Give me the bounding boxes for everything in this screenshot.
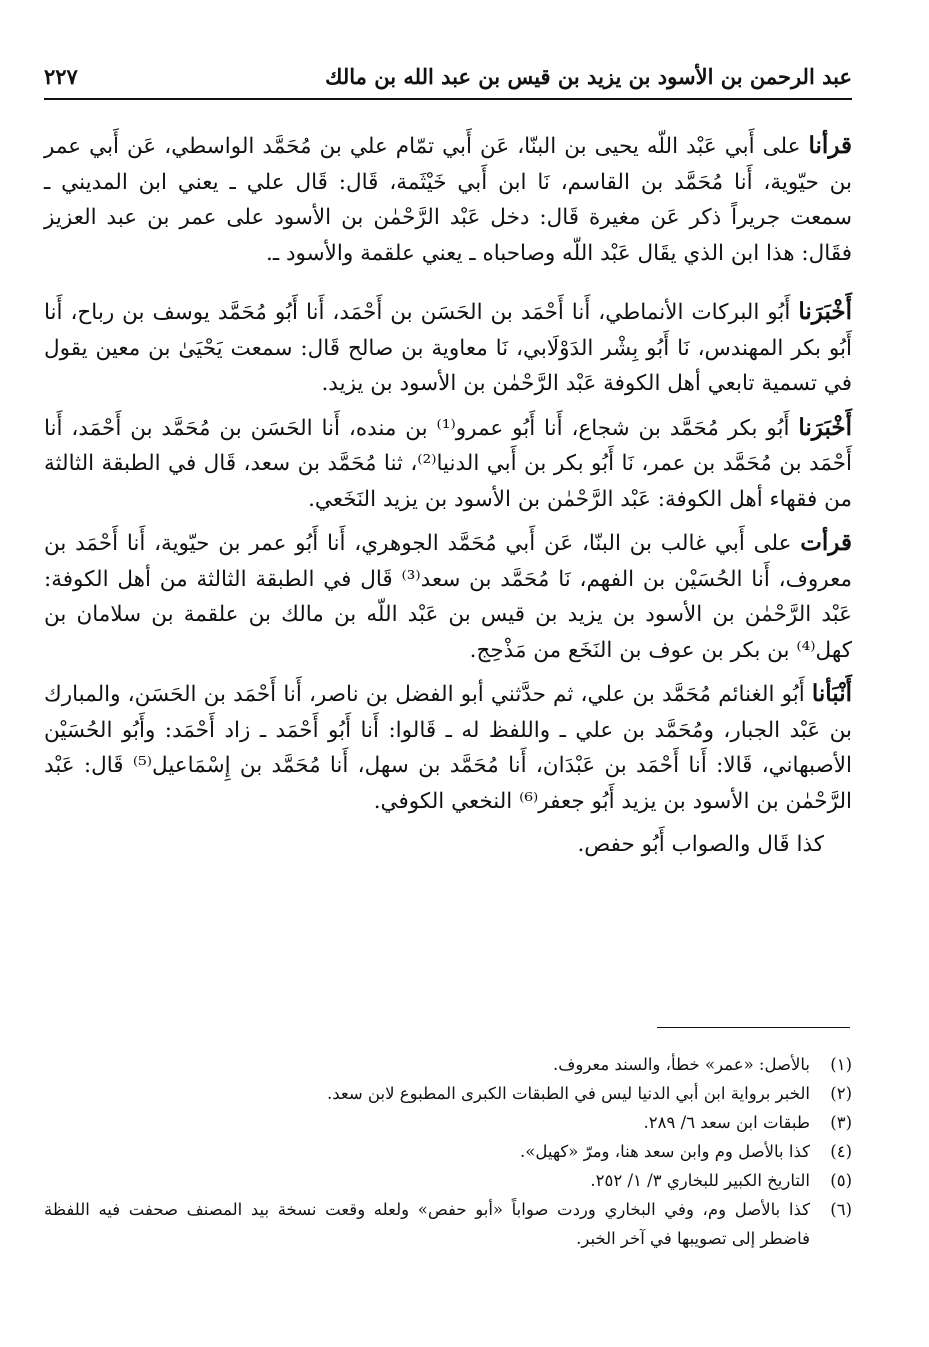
running-header: [44, 60, 852, 100]
footnote: [44, 1195, 852, 1253]
paragraph: [44, 294, 852, 402]
footnote-text: بالأصل: «عمر» خطأ، والسند معروف.: [553, 1055, 810, 1074]
footnote-text: كذا بالأصل وم، وفي البخاري وردت صواباً «أبو حفص» ولعله وقعت نسخة بيد المصنف صحفت فيه اللفظة فاضطر إلى تصويبها في آخر الخبر.: [44, 1200, 810, 1248]
footnote-text: الخبر برواية ابن أبي الدنيا ليس في الطبقات الكبرى المطبوع لابن سعد.: [327, 1084, 810, 1103]
paragraph: [44, 410, 852, 518]
footnote: [44, 1166, 852, 1195]
page-number: ٢٢٧: [44, 64, 78, 89]
footnote-text: التاريخ الكبير للبخاري ٣/ ١/ ٢٥٢.: [590, 1171, 810, 1190]
footnote: [44, 1079, 852, 1108]
closing-line: كذا قَال والصواب أَبُو حفص.: [577, 832, 824, 857]
footnote-text: طبقات ابن سعد ٦/ ٢٨٩.: [643, 1113, 810, 1132]
paragraph-lead-word: أَنْبَأنا: [811, 680, 852, 707]
paragraph-text: أَبُو الغنائم مُحَمَّد بن علي، ثم حدَّثني أبو الفضل بن ناصر، أَنا أَحْمَد بن الحَسَن، والمبارك بن عَبْد الجبار، ومُحَمَّد بن علي ـ واللفظ له ـ قَالوا: أَنا أَبُو أَحْمَد ـ زاد أَحْمَد: وأَبُو الحُسَيْن الأصبهاني، قَالا: أَنا أَحْمَد بن عَبْدَان، أَنا مُحَمَّد بن سهل، أَنا مُحَمَّد بن إِسْمَاعيل⁽⁵⁾ قَال: عَبْد الرَّحْمٰن بن الأسود بن يزيد أَبُو جعفر⁽⁶⁾ النخعي الكوفي.: [44, 682, 852, 814]
footnote-number: (٤): [830, 1142, 852, 1161]
footnote-number: (٥): [830, 1171, 852, 1190]
footnote: [44, 1050, 852, 1079]
paragraph-text: على أَبي غالب بن البنّا، عَن أَبي مُحَمَّد الجوهري، أَنا أَبُو عمر بن حيّوية، أَنا أَحْمَد بن معروف، أَنا الحُسَيْن بن الفهم، نَا مُحَمَّد بن سعد⁽³⁾ قَال في الطبقة الثالثة من أهل الكوفة: عَبْد الرَّحْمٰن بن الأسود بن يزيد بن قيس بن عَبْد اللّه بن مالك بن علقمة بن سلامان بن كهل⁽⁴⁾ بن بكر بن عوف بن النَخَع من مَذْحِج.: [44, 531, 852, 663]
paragraph: [44, 128, 852, 271]
paragraph: [44, 676, 852, 819]
footnote-separator: [657, 1027, 850, 1028]
paragraph-text: على أَبي عَبْد اللّه يحيى بن البنّا، عَن أَبي تمّام علي بن مُحَمَّد الواسطي، عَن أَبي عمر بن حيّوية، أَنا مُحَمَّد بن القاسم، نَا ابن أَبي خَيْثَمة، قَال: قَال علي ـ يعني ابن المديني ـ سمعت جريراً ذكر عَن مغيرة قَال: دخل عَبْد الرَّحْمٰن بن الأسود على عمر بن عبد العزيز فقَال: هذا ابن الذي يقَال عَبْد اللّه وصاحباه ـ يعني علقمة والأسود ـ.: [44, 134, 852, 266]
footnote: [44, 1137, 852, 1166]
paragraph-text: أَبُو البركات الأنماطي، أَنا أَحْمَد بن الحَسَن بن أَحْمَد، أَنا أَبُو مُحَمَّد يوسف بن رباح، أَنا أَبُو بكر المهندس، نَا أَبُو بِشْر الدَوْلَابي، نَا معاوية بن صالح قَال: سمعت يَحْيَىٰ بن معين يقول في تسمية تابعي أهل الكوفة عَبْد الرَّحْمٰن بن الأسود بن يزيد.: [44, 300, 852, 396]
footnote-number: (٣): [830, 1113, 852, 1132]
body-text: [44, 128, 852, 886]
paragraph-text: أَبُو بكر مُحَمَّد بن شجاع، أَنا أَبُو عمرو⁽¹⁾ بن منده، أَنا الحَسَن بن مُحَمَّد بن أَحْمَد، أَنا أَحْمَد بن مُحَمَّد بن عمر، نَا أَبُو بكر بن أَبي الدنيا⁽²⁾، ثنا مُحَمَّد بن سعد، قَال في الطبقة الثالثة من فقهاء أهل الكوفة: عَبْد الرَّحْمٰن بن الأسود بن يزيد النَخَعي.: [44, 415, 852, 512]
paragraph-lead-word: قرأت: [800, 529, 852, 556]
paragraph: [44, 525, 852, 668]
footnote-number: (١): [830, 1055, 852, 1074]
footnote: [44, 1108, 852, 1137]
paragraph-lead-word: قرأنا: [808, 132, 852, 159]
paragraph-lead-word: أَخْبَرَنا: [798, 413, 852, 441]
footnote-text: كذا بالأصل وم وابن سعد هنا، ومرّ «كهيل».: [520, 1142, 810, 1161]
running-title: عبد الرحمن بن الأسود بن يزيد بن قيس بن عبد الله بن مالك: [325, 64, 852, 89]
paragraph-lead-word: أَخْبَرَنا: [798, 298, 852, 325]
footnote-number: (٦): [830, 1200, 852, 1219]
footnotes-list: [44, 1050, 852, 1253]
footnote-number: (٢): [830, 1084, 852, 1103]
